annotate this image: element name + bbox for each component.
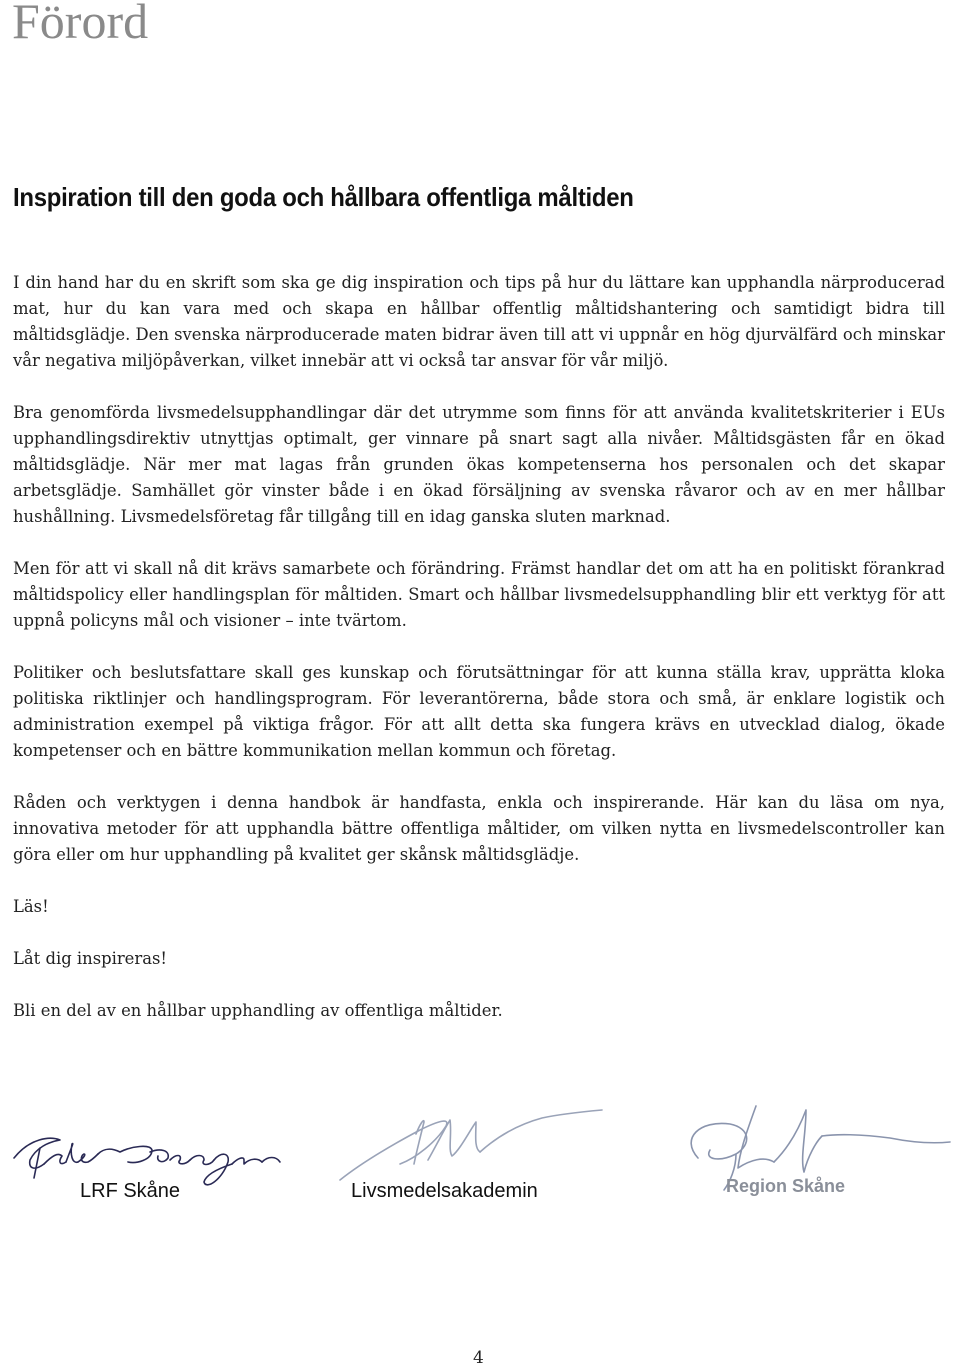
signature-lrf-skane (0, 1088, 300, 1218)
signature-region-skane (640, 1088, 960, 1218)
paragraph-intro: I din hand har du en skrift som ska ge dig inspiration och tips på hur du lättare kan upphandla närproducerad mat, hur du kan vara med och skapa en hållbar offentlig måltidshantering och samtidigt bidra till måltidsglädje. Den svenska närproducerade maten bidrar även till att vi uppnår en hög djurvälfärd och minskar vår negativa miljöpåverkan, vilket innebär att vi också tar ansvar för vår miljö. (13, 273, 946, 370)
paragraph-closing: Bli en del av en hållbar upphandling av offentliga måltider. (13, 1001, 503, 1020)
page-number: 4 (473, 1348, 484, 1368)
signature-label-region-skane: Region Skåne (726, 1176, 846, 1196)
signature-label-lrf: LRF Skåne (80, 1180, 181, 1202)
paragraph-inspire: Låt dig inspireras! (13, 949, 167, 968)
paragraph-politicians: Politiker och beslutsfattare skall ges kunskap och förutsättningar för att kunna ställa krav, upprätta kloka politiska riktlinjer och handlingsprogram. För leverantörerna, både stora och små, är enklare logistik och administration exempel på viktiga frågor. För att allt detta ska fungera krävs en utvecklad dialog, ökade kompetenser och en bättre kommunikation mellan kommun och företag. (13, 663, 945, 760)
page-title: Förord (12, 0, 149, 49)
body-text (13, 270, 945, 1050)
paragraph-cooperation: Men för att vi skall nå dit krävs samarbete och förändring. Främst handlar det om att ha en politiskt förankrad måltidspolicy eller handlingsplan för måltiden. Smart och hållbar livsmedelsupphandling blir ett verktyg för att uppnå policyns mål och visioner – inte tvärtom. (13, 559, 945, 630)
section-heading: Inspiration till den goda och hållbara offentliga måltiden (13, 182, 634, 212)
signature-label-livsmedelsakademin: Livsmedelsakademin (351, 1180, 538, 1202)
paragraph-advice: Råden och verktygen i denna handbok är handfasta, enkla och inspirerande. Här kan du läsa om nya, innovativa metoder för att upphandla bättre offentliga måltider, om vilken nytta en livsmedelscontroller kan göra eller om hur upphandling på kvalitet ger skånsk måltidsglädje. (13, 793, 945, 864)
paragraph-procurement: Bra genomförda livsmedelsupphandlingar där det utrymme som finns för att använda kvalitetskriterier i EUs upphandlingsdirektiv utnyttjas optimalt, ger vinnare på snart sagt alla nivåer. Måltidsgästen får en ökad måltidsglädje. När mer mat lagas från grunden ökas kompetenserna hos personalen och det skapar arbetsglädje. Samhället gör vinster både i en ökad försäljning av svenska råvaror och av en mer hållbar hushållning. Livsmedelsföretag får tillgång till en idag ganska sluten marknad. (13, 403, 945, 526)
signature-area (0, 1088, 960, 1218)
handwritten-signature-livsmedelsakademin (320, 1094, 620, 1194)
signature-livsmedelsakademin (320, 1088, 620, 1218)
paragraph-read: Läs! (13, 897, 49, 916)
